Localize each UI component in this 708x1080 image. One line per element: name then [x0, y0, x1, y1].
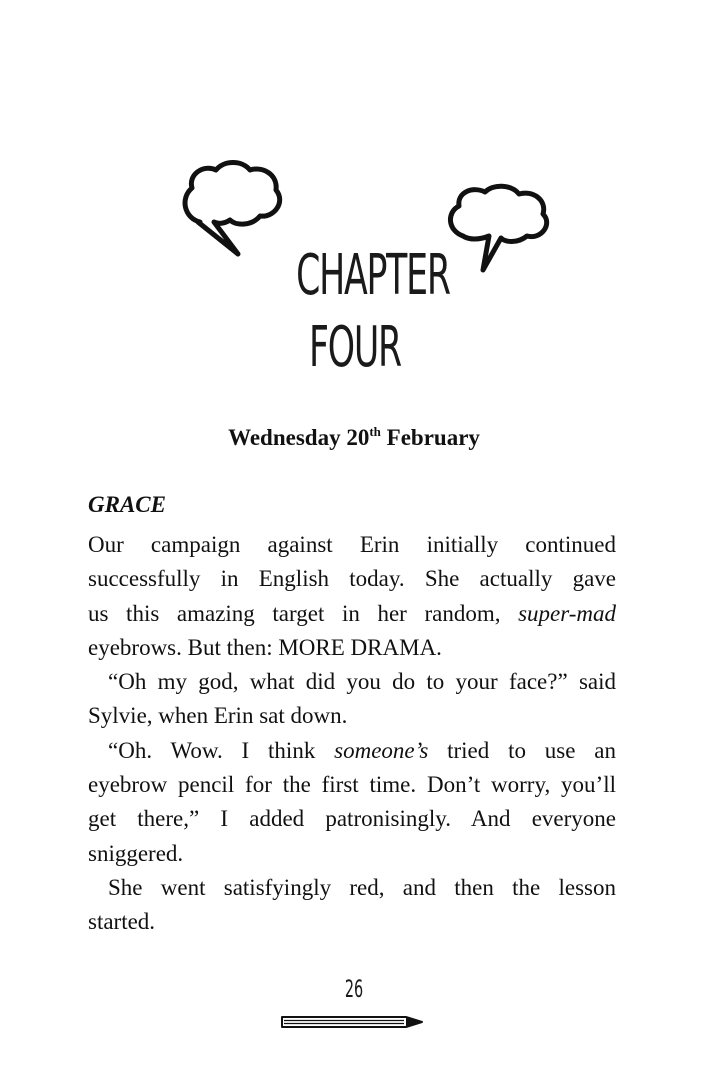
text-line: “Oh my god, what did you do to your face?” said	[108, 669, 616, 695]
text-line: eyebrows. But then: MORE DRAMA.	[88, 634, 442, 660]
text-line: eyebrow pencil for the first time. Don’t worry, you’ll	[88, 772, 616, 798]
emphasis: super-mad	[518, 600, 616, 626]
entry-date-month: February	[386, 425, 480, 450]
paragraph	[88, 734, 616, 871]
text-line: sniggered.	[88, 840, 184, 866]
chapter-title-line1: CHAPTER	[296, 243, 450, 308]
speaker-name: GRACE	[88, 492, 166, 517]
paragraph	[88, 871, 616, 940]
emphasis: someone’s	[334, 737, 429, 763]
text-segment: us this amazing target in her random,	[88, 600, 519, 626]
text-line: started.	[88, 909, 156, 935]
paragraph	[88, 665, 616, 734]
entry-date	[0, 424, 708, 451]
speech-bubble-icon	[178, 158, 290, 260]
text-line: successfully in English today. She actually gave	[88, 566, 616, 592]
text-line	[88, 734, 616, 768]
text-line: Sylvie, when Erin sat down.	[88, 703, 348, 729]
speech-bubble-icon	[443, 182, 555, 278]
text-segment: tried to use an	[428, 737, 617, 763]
chapter-title-line2: FOUR	[309, 315, 401, 380]
text-line	[88, 597, 616, 631]
text-segment: “Oh. Wow. I think	[108, 737, 335, 763]
entry-date-suffix: th	[369, 424, 381, 439]
pencil-icon	[280, 1014, 424, 1030]
chapter-title	[296, 240, 450, 384]
text-line: She went satisfyingly red, and then the lesson	[108, 874, 616, 900]
text-line: get there,” I added patronisingly. And everyone	[88, 806, 616, 832]
entry-date-day: Wednesday 20	[228, 425, 370, 450]
body-text	[88, 528, 616, 940]
text-line: Our campaign against Erin initially continued	[88, 532, 616, 557]
page-number: 26	[344, 975, 364, 1003]
paragraph	[88, 528, 616, 665]
